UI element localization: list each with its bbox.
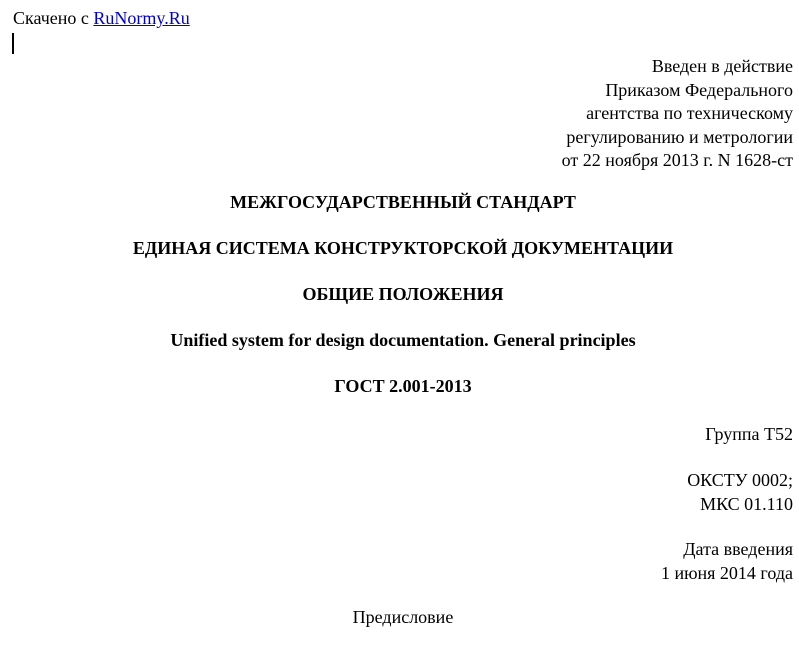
heading-gost-number: ГОСТ 2.001-2013: [334, 376, 472, 396]
runormy-link[interactable]: RuNormy.Ru: [93, 8, 190, 28]
decree-block: [562, 55, 793, 173]
foreword-heading: Предисловие: [352, 607, 454, 627]
decree-line-5: от 22 ноября 2013 г. N 1628-ст: [561, 150, 793, 170]
classification-block: [687, 469, 793, 516]
heading-interstate-standard: МЕЖГОСУДАРСТВЕННЫЙ СТАНДАРТ: [230, 192, 576, 212]
decree-line-1: Введен в действие: [651, 56, 793, 76]
source-line: [13, 8, 190, 29]
okstu-code: ОКСТУ 0002;: [687, 470, 793, 490]
decree-line-2: Приказом Федерального: [605, 79, 793, 100]
mks-code: МКС 01.110: [700, 493, 793, 514]
source-prefix: Скачено с: [13, 8, 94, 28]
decree-line-4: регулированию и метрологии: [566, 126, 793, 147]
introduction-date-label: Дата введения: [683, 539, 793, 559]
introduction-date-value: 1 июня 2014 года: [660, 562, 793, 583]
group-label: Группа Т52: [705, 424, 793, 444]
text-cursor: [12, 33, 14, 54]
introduction-date-block: [661, 538, 793, 585]
heading-general-provisions: ОБЩИЕ ПОЛОЖЕНИЯ: [302, 284, 504, 304]
heading-english-title: Unified system for design documentation. General principles: [170, 330, 636, 350]
decree-line-3: агентства по техническому: [586, 103, 793, 123]
heading-design-documentation-system: ЕДИНАЯ СИСТЕМА КОНСТРУКТОРСКОЙ ДОКУМЕНТАЦИИ: [132, 238, 674, 258]
